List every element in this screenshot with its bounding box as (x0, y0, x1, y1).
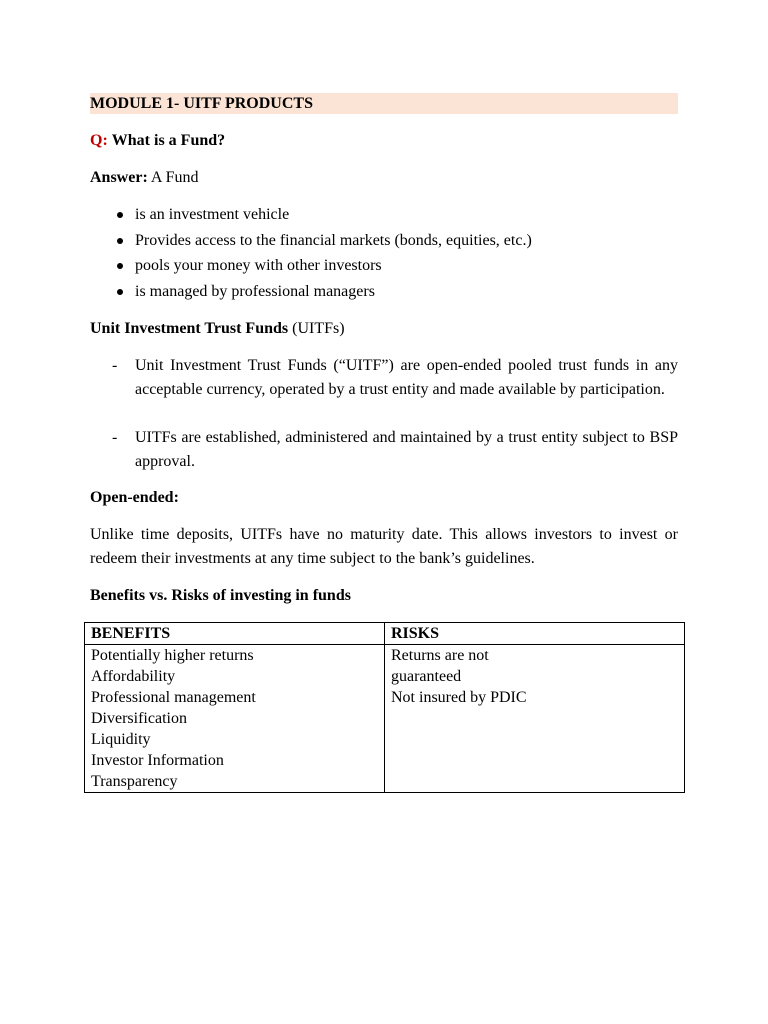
benefit-item: Diversification (91, 710, 187, 727)
fund-points-list (90, 205, 532, 308)
benefits-cell (85, 645, 385, 793)
benefits-risks-table (84, 622, 685, 793)
list-item (90, 282, 532, 308)
list-item-text: Provides access to the financial markets (bonds, equities, etc.) (135, 231, 532, 249)
table-header-row (85, 623, 685, 645)
uitf-heading-normal: (UITFs) (288, 320, 345, 337)
benefit-item: Potentially higher returns (91, 647, 254, 664)
benefit-item: Affordability (91, 668, 176, 685)
uitf-point (90, 354, 678, 402)
benefit-item: Liquidity (91, 731, 151, 748)
risks-header: RISKS (385, 623, 685, 645)
list-item (90, 205, 532, 231)
open-ended-paragraph: Unlike time deposits, UITFs have no maturity date. This allows investors to invest or redeem their investments at any time subject to the bank’s guidelines. (90, 526, 678, 567)
bullet-icon (117, 289, 123, 295)
question-text: What is a Fund? (111, 132, 226, 149)
question-line (90, 131, 225, 151)
bullet-icon (117, 212, 123, 218)
answer-text: A Fund (150, 169, 199, 186)
benefit-item: Transparency (91, 773, 178, 790)
list-item-text: is managed by professional managers (135, 283, 375, 301)
module-title: MODULE 1- UITF PRODUCTS (90, 93, 678, 114)
list-item-text: pools your money with other investors (135, 257, 382, 275)
risks-cell (385, 645, 685, 793)
answer-line (90, 168, 198, 188)
list-item-text: is an investment vehicle (135, 206, 290, 223)
benefits-header: BENEFITS (85, 623, 385, 645)
bullet-icon (117, 238, 123, 244)
table-row (85, 645, 685, 793)
benefits-risks-heading: Benefits vs. Risks of investing in funds (90, 587, 351, 604)
uitf-point (90, 426, 678, 474)
benefit-item: Professional management (91, 689, 256, 706)
question-label: Q: (90, 132, 108, 149)
risk-item: Not insured by PDIC (391, 689, 527, 706)
uitf-point-text: Unit Investment Trust Funds (“UITF”) are open-ended pooled trust funds in any acceptable currency, operated by a trust entity and made available by participation. (135, 357, 678, 398)
dash-marker: - (112, 357, 118, 374)
open-ended-heading: Open-ended: (90, 489, 179, 506)
uitf-heading (90, 319, 345, 339)
bullet-icon (117, 263, 123, 269)
list-item (90, 231, 532, 257)
benefit-item: Investor Information (91, 752, 224, 769)
answer-label: Answer: (90, 169, 148, 186)
uitf-heading-bold: Unit Investment Trust Funds (90, 320, 289, 337)
uitf-point-text: UITFs are established, administered and maintained by a trust entity subject to BSP approval. (135, 429, 678, 470)
list-item (90, 256, 532, 282)
dash-marker: - (112, 429, 118, 446)
risk-item: Returns are not guaranteed (391, 647, 489, 685)
